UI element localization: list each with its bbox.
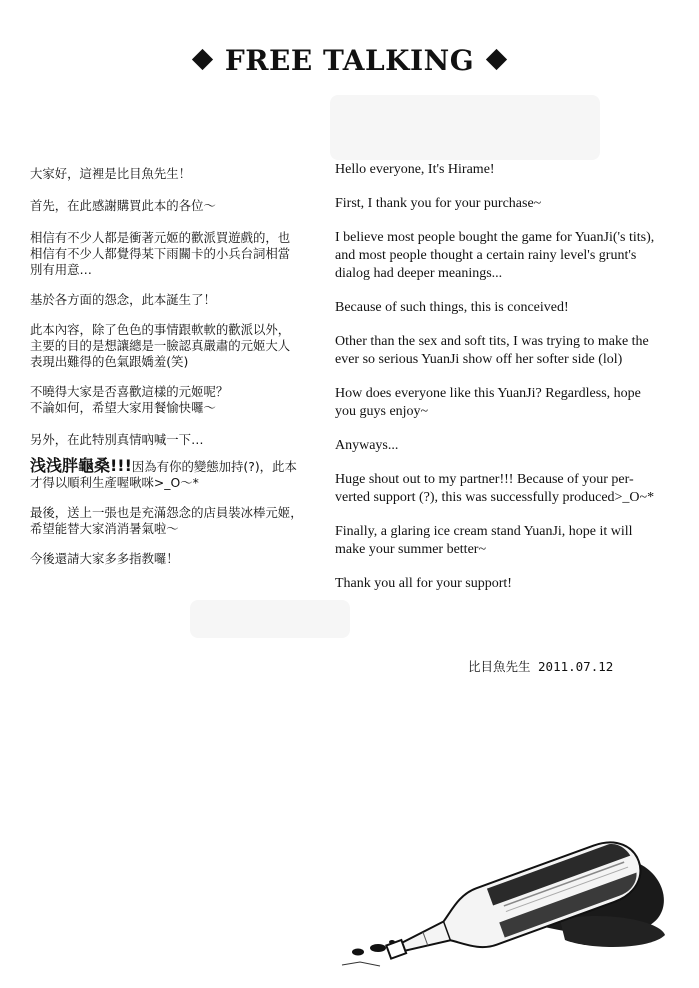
cn-paragraph: 才得以順利生產喔啾咪>_O～* (30, 475, 199, 490)
scan-smudge (190, 600, 350, 638)
english-column (335, 161, 675, 593)
page-title (0, 44, 699, 77)
bottle-illustration (330, 800, 690, 970)
en-paragraph: How does everyone like this YuanJi? Regardless, hope you guys enjoy~ (335, 386, 641, 419)
spill-drop (352, 949, 364, 956)
cn-shout-rest: 因為有你的變態加持(?)，此本 (131, 459, 297, 474)
cn-paragraph: 最後，送上一張也是充滿怨念的店員裝冰棒元姬， 希望能替大家消消暑氣啦～ (30, 505, 303, 536)
en-paragraph: Finally, a glaring ice cream stand YuanJi, hope it will make your summer better~ (335, 524, 633, 557)
en-paragraph: Anyways... (335, 438, 399, 453)
scan-smudge (330, 95, 600, 160)
cn-paragraph: 此本內容，除了色色的事情跟軟軟的歡派以外， 主要的目的是想讓總是一臉認真嚴肅的元姬大人 表現出難得的色氣跟嬌羞(笑) (30, 322, 291, 369)
cn-paragraph: 不曉得大家是否喜歡這樣的元姬呢？ 不論如何，希望大家用餐愉快囉～ (30, 384, 229, 415)
partner-shout: 浅浅胖龜桑!!! (30, 456, 132, 475)
cn-paragraph: 今後還請大家多多指教囉！ (30, 551, 179, 566)
en-paragraph: I believe most people bought the game for YuanJi('s tits), and most people thought a certain rainy level's grunt's dialog had deeper meanings... (335, 230, 655, 281)
cn-paragraph: 大家好，這裡是比目魚先生！ (30, 166, 192, 181)
en-paragraph: Hello everyone, It's Hirame! (335, 162, 495, 177)
signature: 比目魚先生 2011.07.12 (468, 659, 614, 674)
chinese-column (30, 166, 330, 567)
title-text: FREE TALKING (224, 44, 475, 77)
cn-paragraph (30, 458, 330, 475)
diamond-icon (486, 49, 507, 70)
spill-drop (389, 940, 395, 944)
en-paragraph: Because of such things, this is conceived! (335, 300, 569, 315)
spill-drop (370, 944, 386, 952)
cn-paragraph: 相信有不少人都是衝著元姬的歡派買遊戲的，也 相信有不少人都覺得某下雨關卡的小兵台詞相當 別有用意… (30, 230, 291, 277)
crack-line (342, 962, 380, 966)
en-paragraph: First, I thank you for your purchase~ (335, 196, 542, 211)
cn-paragraph: 首先，在此感謝購買此本的各位～ (30, 198, 216, 213)
en-paragraph: Thank you all for your support! (335, 576, 512, 591)
cn-paragraph: 基於各方面的怨念，此本誕生了！ (30, 292, 216, 307)
en-paragraph: Huge shout out to my partner!!! Because of your per- verted support (?), this was successfully produced>_O~* (335, 472, 655, 505)
cn-paragraph: 另外，在此特別真情吶喊一下… (30, 432, 204, 447)
diamond-icon (192, 49, 213, 70)
en-paragraph: Other than the sex and soft tits, I was trying to make the ever so serious YuanJi show off her softer side (lol) (335, 334, 649, 367)
